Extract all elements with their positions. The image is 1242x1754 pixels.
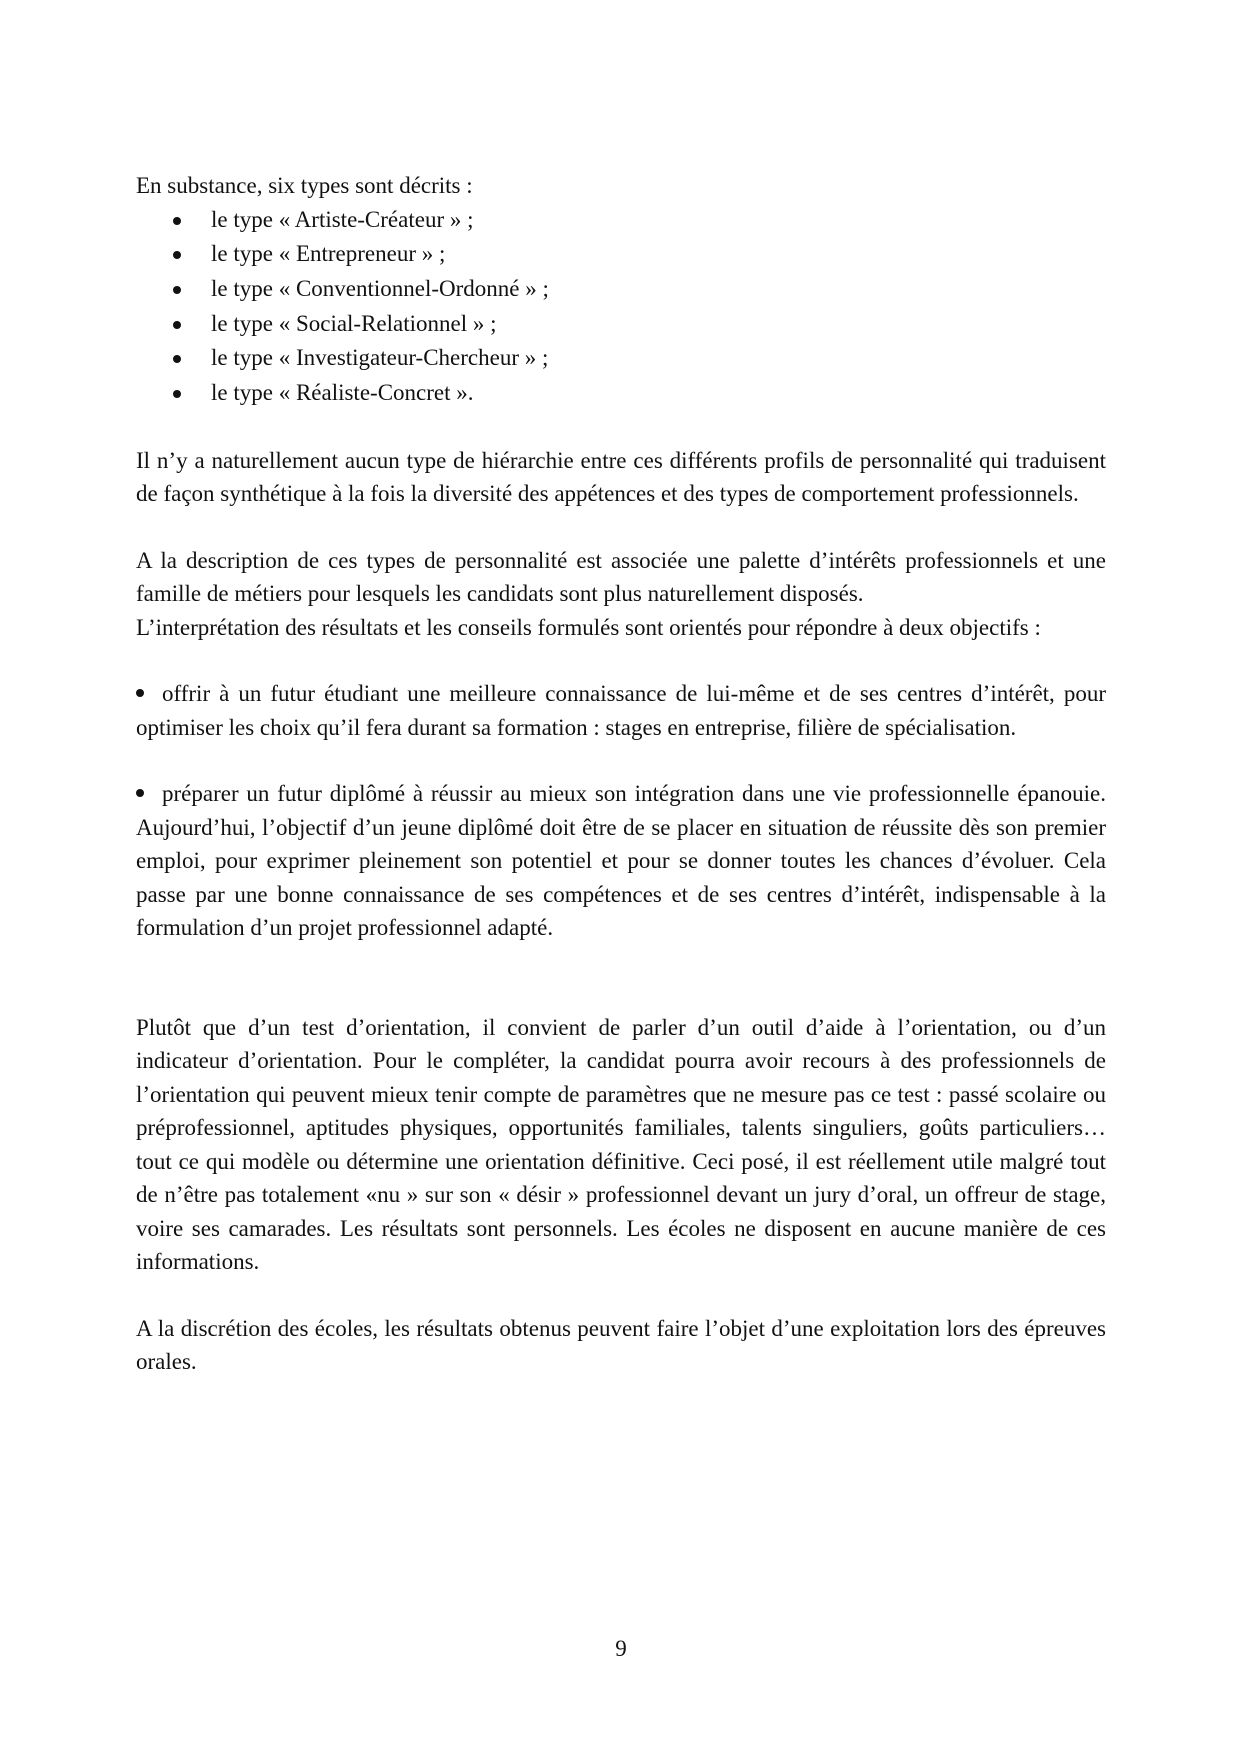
objective-1-paragraph [136,677,1106,744]
list-item [136,203,1106,238]
list-item [136,341,1106,376]
bullet-icon [173,321,181,329]
bullet-icon [173,251,181,259]
objective-1-text: offrir à un futur étudiant une meilleure connaissance de lui-même et de ses centres d’intérêt, pour optimiser les choix qu’il fera durant sa formation : stages en entreprise, filière de spécialisation. [136,681,1106,740]
list-item-text: le type « Conventionnel-Ordonné » ; [211,275,549,301]
bullet-icon [173,286,181,294]
intro-text: En substance, six types sont décrits : [136,173,473,198]
bullet-icon [173,355,181,363]
list-item [136,237,1106,272]
list-item-text: le type « Entrepreneur » ; [211,241,446,267]
bullet-icon [173,217,181,225]
list-item-text: le type « Réaliste-Concret ». [211,379,474,405]
list-item-text: le type « Social-Relationnel » ; [211,310,497,336]
bullet-icon [136,789,144,797]
list-item [136,272,1106,307]
types-list [136,203,1106,411]
interpretation-paragraph: L’interprétation des résultats et les conseils formulés sont orientés pour répondre à deux objectifs : [136,614,1041,640]
list-item-text: le type « Artiste-Créateur » ; [211,206,474,232]
list-item [136,307,1106,342]
discretion-paragraph: A la discrétion des écoles, les résultats obtenus peuvent faire l’objet d’une exploitation lors des épreuves orales. [136,1315,1106,1375]
document-page [136,169,1106,1379]
description-paragraph: A la description de ces types de personnalité est associée une palette d’intérêts professionnels et une famille de métiers pour lesquels les candidats sont plus naturellement disposés. [136,547,1106,607]
page-number: 9 [615,1636,627,1661]
tool-paragraph: Plutôt que d’un test d’orientation, il convient de parler d’un outil d’aide à l’orientation, ou d’un indicateur d’orientation. Pour le compléter, la candidat pourra avoir recours à des professionnels de l’orientation qui peuvent mieux tenir compte de paramètres que ne mesure pas ce test : passé scolaire ou préprofessionnel, aptitudes physiques, opportunités familiales, talents singuliers, goûts particuliers… tout ce qui modèle ou détermine une orientation définitive. Ceci posé, il est réellement utile malgré tout de n’être pas totalement «nu » sur son « désir » professionnel devant un jury d’oral, un offreur de stage, voire ses camarades. Les résultats sont personnels. Les écoles ne disposent en aucune manière de ces informations. [136,1014,1106,1275]
bullet-icon [173,390,181,398]
list-item-text: le type « Investigateur-Chercheur » ; [211,345,549,371]
hierarchy-paragraph: Il n’y a naturellement aucun type de hiérarchie entre ces différents profils de personnalité qui traduisent de façon synthétique à la fois la diversité des appétences et des types de comportement professionnels. [136,447,1106,507]
bullet-icon [136,689,144,697]
list-item [136,376,1106,411]
objective-2-text: préparer un futur diplômé à réussir au mieux son intégration dans une vie professionnelle épanouie. Aujourd’hui, l’objectif d’un jeune diplômé doit être de se placer en situation de réussite dès son premier emploi, pour exprimer pleinement son potentiel et pour se donner toutes les chances d’évoluer. Cela passe par une bonne connaissance de ses compétences et de ses centres d’intérêt, indispensable à la formulation d’un projet professionnel adapté. [136,781,1106,941]
objective-2-paragraph [136,777,1106,945]
